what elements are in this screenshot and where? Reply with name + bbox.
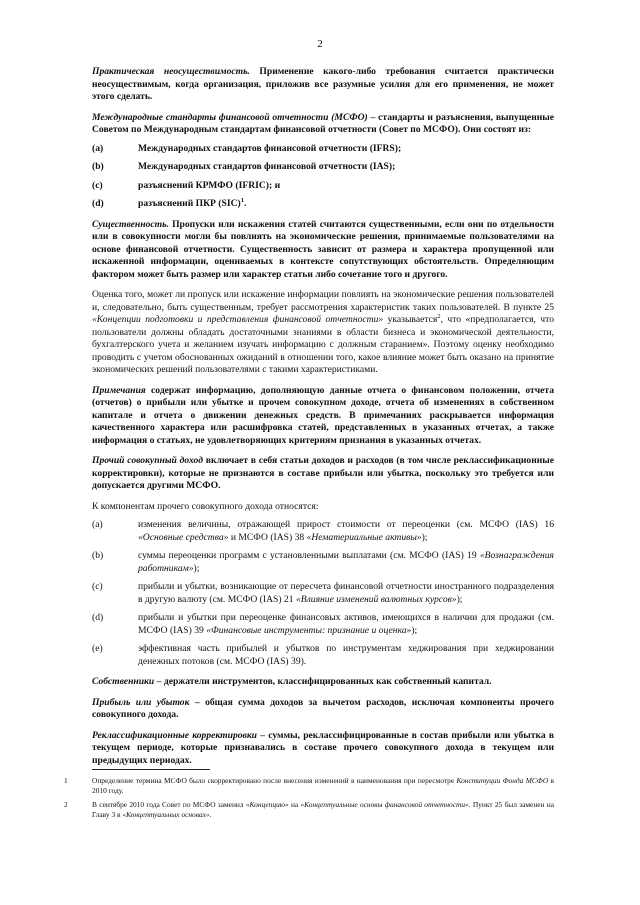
- footnote: 1 Определение термина МСФО было скорректировано после внесения изменений в наименования при пересмотре Конституции Фонда МСФО в 2010 году.: [64, 776, 554, 795]
- list-item: (c) разъяснений КРМФО (IFRIC); и: [92, 179, 281, 191]
- definition-ifrs: [92, 112, 554, 137]
- definition-notes: [92, 385, 554, 448]
- list-item: (a) Международных стандартов финансовой отчетности (IFRS);: [92, 142, 402, 154]
- footnote: 2 В сентябре 2010 года Совет по МСФО заменил «Концепцию» на «Концептуальные основы финансовой отчетности». Пункт 25 был заменен на Главу 3 в «Концептуальных основах».: [64, 800, 555, 819]
- definition-text: – суммы, реклассифицированные в состав прибыли или убытка в текущем периоде, которые признавались в составе прочего совокупного дохода в текущем или предыдущих периодах.: [92, 729, 555, 766]
- term: Реклассификационные корректировки: [92, 729, 258, 741]
- list-item: (d) прибыли и убытки при переоценке финансовых активов, имеющихся в наличии для продажи (см. МСФО (IAS) 39 «Финансовые инструменты: признание и оценка»);: [92, 612, 554, 636]
- definition-text: – общая сумма доходов за вычетом расходов, исключая компоненты прочего совокупного дохода.: [92, 696, 554, 720]
- definition-text: включает в себя статьи доходов и расходов (в том числе реклассификационные корректировки), которые не признаются в составе прибыли или убытка, поскольку это требуется или допускается другими МСФО.: [92, 455, 554, 491]
- list-item: (e) эффективная часть прибылей и убытков по инструментам хеджирования при хеджировании денежных потоков (см. МСФО (IAS) 39).: [92, 643, 554, 667]
- definition-impracticable: [92, 66, 554, 104]
- definition-profit-or-loss: [92, 697, 554, 722]
- list-item: (b) суммы переоценки программ с установленными выплатами (см. МСФО (IAS) 19 «Вознаграждения работникам»);: [92, 550, 554, 574]
- list-item: (c) прибыли и убытки, возникающие от пересчета финансовой отчетности иностранного подразделения в другую валюту (см. МСФО (IAS) 21 «Влияние изменений валютных курсов»);: [92, 581, 554, 605]
- term: Собственники: [92, 676, 155, 687]
- page-number: 2: [317, 38, 323, 50]
- footnotes: [64, 776, 554, 824]
- term: Практическая неосуществимость.: [92, 66, 250, 77]
- materiality-assessment-paragraph: Оценка того, может ли пропуск или искажение информации повлиять на экономические решения пользователей и, следовательно, быть существенным, требует рассмотрения характеристик таких пользователей. В пункте 25 «Концепции подготовки и представления финансовой отчетности» указывается$^2$, что «предполагается, что пользователи должны обладать достаточными знаниями в области бизнеса и экономической деятельности, бухгалтерского учета и желанием изучать информацию с должным старанием». Поэтому оценку необходимо проводить с учетом обоснованных ожиданий в отношении того, какое влияние может быть оказано на принятие экономических решений пользователями с такими характеристиками.: [92, 289, 554, 375]
- definition-oci: [92, 455, 554, 493]
- definition-materiality: [92, 219, 554, 282]
- definition-text: Применение какого-либо требования считается практически неосуществимым, когда организация, приложив все разумные усилия для его применения, не может этого сделать.: [92, 66, 554, 102]
- term: Прибыль или убыток: [92, 696, 190, 708]
- oci-components-intro: К компонентам прочего совокупного дохода относятся:: [92, 500, 319, 512]
- list-item: (d) разъяснений ПКР (SIC)$^1$.: [92, 196, 247, 209]
- document-body: [92, 66, 554, 775]
- term: Примечания: [92, 384, 146, 396]
- term: Существенность.: [92, 218, 169, 230]
- footnote-ref: 2: [437, 312, 441, 320]
- footnote-divider: [92, 769, 210, 770]
- definition-owners: [92, 676, 554, 689]
- footnote-ref: 1: [240, 196, 244, 204]
- term: Международные стандарты финансовой отчетности (МСФО): [92, 111, 368, 123]
- list-item: (a) изменения величины, отражающей прирост стоимости от переоценки (см. МСФО (IAS) 16 «Основные средства» и МСФО (IAS) 38 «Нематериальные активы»);: [92, 519, 554, 543]
- definition-text: – держатели инструментов, классифицированных как собственный капитал.: [154, 676, 492, 687]
- definition-reclassification-adjustments: [92, 730, 554, 768]
- definition-text: – стандарты и разъяснения, выпущенные Советом по Международным стандартам финансовой отчетности (Совет по МСФО). Они состоят из:: [92, 111, 554, 135]
- framework-reference: «Концепции подготовки и представления финансовой отчетности»: [92, 314, 384, 325]
- definition-text: Пропуски или искажения статей считаются существенными, если они по отдельности или в совокупности могли бы повлиять на экономические решения, принимаемые пользователями на основе финансовой отчетности. Существенность зависит от размера и характера пропущенной или искаженной информации, оцениваемых в контексте сопутствующих обстоятельств. Определяющим фактором может быть размер или характер статьи либо сочетание того и другого.: [92, 218, 554, 280]
- list-item: (b) Международных стандартов финансовой отчетности (IAS);: [92, 161, 396, 172]
- definition-text: содержат информацию, дополняющую данные отчета о финансовом положении, отчета (отчетов) о прибыли или убытке и прочем совокупном доходе, отчета об изменениях в собственном капитале и отчета о движении денежных средств. В примечаниях раскрывается информация качественного характера или расшифровка статей, представленных в указанных отчетах, а также информация о статьях, не удовлетворяющих критериям признания в указанных отчетах.: [92, 384, 554, 446]
- term: Прочий совокупный доход: [92, 455, 203, 466]
